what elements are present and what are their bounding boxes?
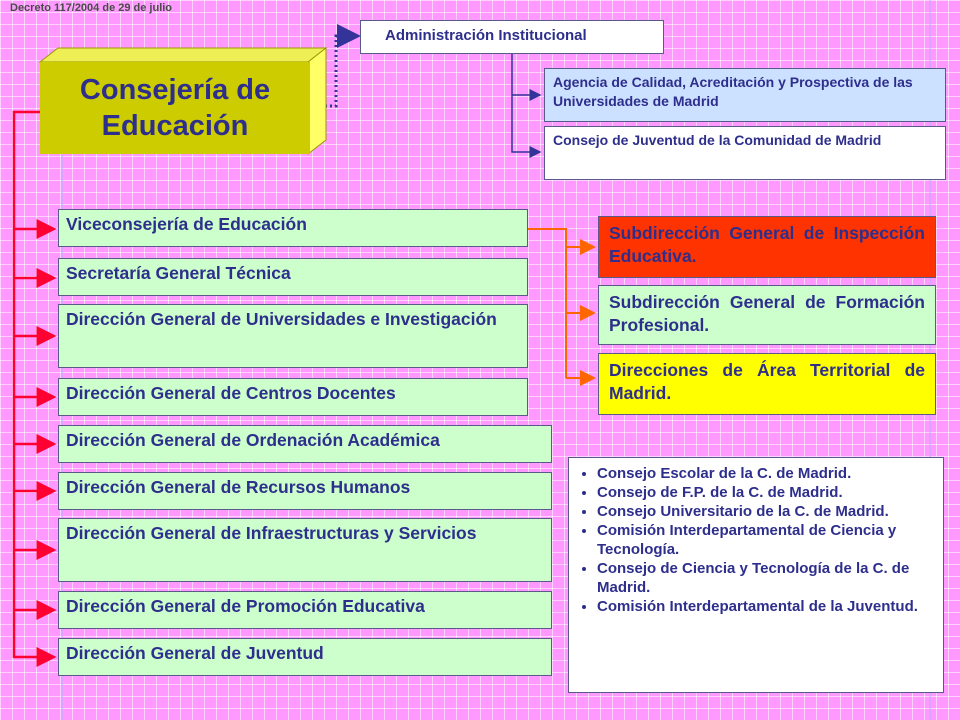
consejos-list-box [568, 457, 944, 693]
unit-label: Secretaría General Técnica [66, 263, 291, 283]
unit-label: Dirección General de Infraestructuras y Servicios [66, 523, 477, 543]
sub-direcciones-area [598, 353, 936, 415]
unit-viceconsejeria [58, 209, 528, 247]
unit-centros-docentes [58, 378, 528, 416]
unit-label: Viceconsejería de Educación [66, 214, 307, 234]
consejos-list [581, 464, 935, 616]
list-item: • Consejo Universitario de la C. de Madrid. [597, 502, 935, 521]
list-item: • Consejo Escolar de la C. de Madrid. [597, 464, 935, 483]
red-arrow-group [14, 229, 54, 657]
consejeria-title [40, 62, 310, 154]
agencia-calidad-box [544, 68, 946, 122]
unit-infraestructuras [58, 518, 552, 582]
agencia-calidad-label: Agencia de Calidad, Acreditación y Prospectiva de las Universidades de Madrid [553, 74, 913, 109]
sub-inspeccion-educativa [598, 216, 936, 278]
unit-label: Dirección General de Promoción Educativa [66, 596, 425, 616]
unit-secretaria-general [58, 258, 528, 296]
sub-label: Subdirección General de Formación Profesional. [609, 292, 925, 335]
unit-label: Dirección General de Universidades e Investigación [66, 309, 497, 329]
admin-institucional-box [360, 20, 664, 54]
sub-label: Direcciones de Área Territorial de Madrid. [609, 360, 925, 403]
list-item: • Consejo de Ciencia y Tecnología de la C. de Madrid. [597, 559, 935, 597]
consejo-juventud-label: Consejo de Juventud de la Comunidad de Madrid [553, 132, 882, 148]
unit-label: Dirección General de Ordenación Académica [66, 430, 440, 450]
unit-recursos-humanos [58, 472, 552, 510]
unit-promocion-educativa [58, 591, 552, 629]
unit-label: Dirección General de Centros Docentes [66, 383, 396, 403]
unit-universidades [58, 304, 528, 368]
sub-label: Subdirección General de Inspección Educativa. [609, 223, 925, 266]
decree-reference: Decreto 117/2004 de 29 de julio [10, 2, 173, 14]
consejo-juventud-box [544, 126, 946, 180]
list-item: • Comisión Interdepartamental de Ciencia y Tecnología. [597, 521, 935, 559]
unit-label: Dirección General de Juventud [66, 643, 324, 663]
consejeria-title-text: Consejería de Educación [79, 74, 271, 142]
admin-institucional-label: Administración Institucional [385, 27, 587, 44]
unit-ordenacion-academica [58, 425, 552, 463]
unit-juventud [58, 638, 552, 676]
unit-label: Dirección General de Recursos Humanos [66, 477, 411, 497]
list-item: • Comisión Interdepartamental de la Juventud. [597, 597, 935, 616]
list-item: • Consejo de F.P. de la C. de Madrid. [597, 483, 935, 502]
sub-formacion-profesional [598, 285, 936, 345]
